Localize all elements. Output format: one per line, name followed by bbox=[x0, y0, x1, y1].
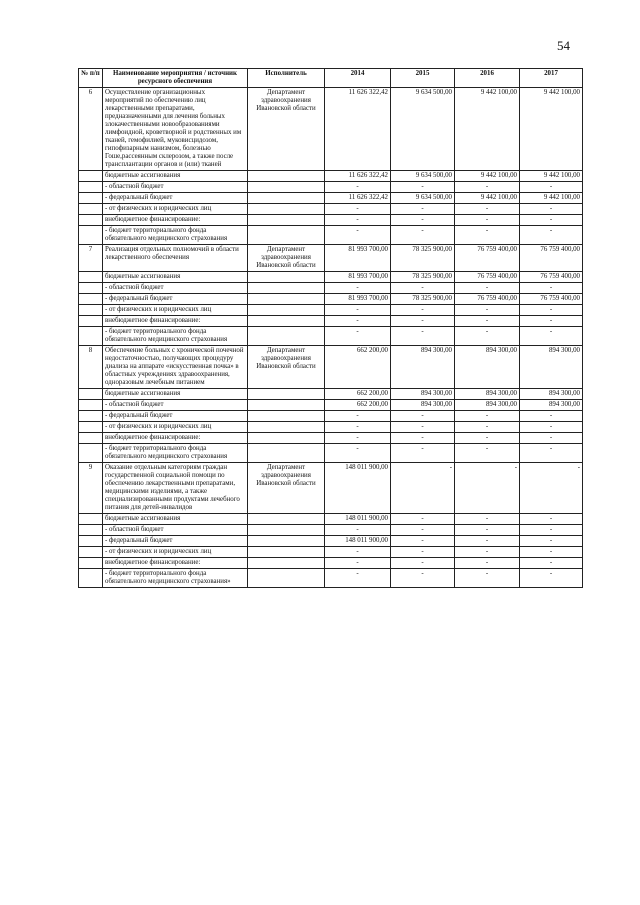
row-number-empty bbox=[79, 316, 103, 327]
source-value: - bbox=[325, 569, 391, 588]
source-value: - bbox=[455, 514, 520, 525]
source-value: 9 442 100,00 bbox=[520, 171, 583, 182]
source-value: - bbox=[325, 525, 391, 536]
source-value: - bbox=[325, 316, 391, 327]
source-label: - федеральный бюджет bbox=[103, 411, 248, 422]
executor-empty bbox=[248, 272, 325, 283]
row-number-empty bbox=[79, 433, 103, 444]
executor-empty bbox=[248, 316, 325, 327]
executor-empty bbox=[248, 525, 325, 536]
source-value: - bbox=[520, 536, 583, 547]
source-value: - bbox=[455, 316, 520, 327]
year-value: 894 300,00 bbox=[520, 346, 583, 389]
source-value: - bbox=[520, 226, 583, 245]
executor-empty bbox=[248, 204, 325, 215]
source-label: - бюджет территориального фонда обязательного медицинского страхования bbox=[103, 444, 248, 463]
year-value: 81 993 700,00 bbox=[325, 245, 391, 272]
row-number-empty bbox=[79, 193, 103, 204]
source-value: 11 626 322,42 bbox=[325, 193, 391, 204]
row-number-empty bbox=[79, 422, 103, 433]
measure-name: Оказание отдельным категориям граждан государственной социальной помощи по обеспечению лекарственными препаратами, медицинскими изделиями, а также специализированными продуктами лечебного питания для детей-инвалидов bbox=[103, 463, 248, 514]
measure-name: Осуществление организационных мероприятий по обеспечению лиц лекарственными препаратами, предназначенными для лечения больных злокачественными новообразованиями лимфоидной, кроветворной и родственных им тканей, гемофилией, муковисцидозом, гипофизарным нанизмом, болезнью Гоше,рассеянным склерозом, а также после трансплантации органов и (или) тканей bbox=[103, 88, 248, 171]
source-value: 78 325 900,00 bbox=[391, 272, 455, 283]
source-value: - bbox=[455, 283, 520, 294]
header-name: Наименование мероприятия / источник ресурсного обеспечения bbox=[103, 69, 248, 88]
year-value: - bbox=[455, 463, 520, 514]
source-value: - bbox=[455, 182, 520, 193]
source-row bbox=[79, 433, 583, 444]
header-year: 2016 bbox=[455, 69, 520, 88]
source-value: 76 759 400,00 bbox=[455, 294, 520, 305]
source-value: - bbox=[455, 444, 520, 463]
executor-empty bbox=[248, 294, 325, 305]
source-row bbox=[79, 193, 583, 204]
source-value: 148 011 900,00 bbox=[325, 514, 391, 525]
executor-empty bbox=[248, 536, 325, 547]
source-value: - bbox=[391, 182, 455, 193]
source-value: - bbox=[520, 514, 583, 525]
source-value: - bbox=[325, 204, 391, 215]
year-value: 9 442 100,00 bbox=[520, 88, 583, 171]
source-value: 894 300,00 bbox=[520, 400, 583, 411]
source-value: - bbox=[455, 215, 520, 226]
source-value: 9 442 100,00 bbox=[520, 193, 583, 204]
source-value: - bbox=[455, 204, 520, 215]
source-value: 894 300,00 bbox=[391, 400, 455, 411]
source-value: 148 011 900,00 bbox=[325, 536, 391, 547]
source-row bbox=[79, 204, 583, 215]
source-value: - bbox=[520, 422, 583, 433]
source-value: - bbox=[325, 215, 391, 226]
executor: Департамент здравоохранения Ивановской области bbox=[248, 346, 325, 389]
executor-empty bbox=[248, 411, 325, 422]
executor-empty bbox=[248, 547, 325, 558]
source-value: - bbox=[391, 547, 455, 558]
executor: Департамент здравоохранения Ивановской области bbox=[248, 463, 325, 514]
source-label: - от физических и юридических лиц bbox=[103, 204, 248, 215]
source-row bbox=[79, 422, 583, 433]
source-row bbox=[79, 514, 583, 525]
source-value: - bbox=[391, 433, 455, 444]
source-row bbox=[79, 215, 583, 226]
source-value: - bbox=[391, 569, 455, 588]
source-row bbox=[79, 444, 583, 463]
year-value: 9 442 100,00 bbox=[455, 88, 520, 171]
source-value: - bbox=[520, 525, 583, 536]
source-row bbox=[79, 525, 583, 536]
source-label: бюджетные ассигнования bbox=[103, 171, 248, 182]
source-label: - от физических и юридических лиц bbox=[103, 305, 248, 316]
year-value: 76 759 400,00 bbox=[455, 245, 520, 272]
source-row bbox=[79, 171, 583, 182]
executor-empty bbox=[248, 305, 325, 316]
source-value: - bbox=[520, 215, 583, 226]
source-value: - bbox=[520, 204, 583, 215]
source-value: - bbox=[520, 547, 583, 558]
source-value: 78 325 900,00 bbox=[391, 294, 455, 305]
row-number-empty bbox=[79, 305, 103, 316]
source-value: 662 200,00 bbox=[325, 389, 391, 400]
executor-empty bbox=[248, 171, 325, 182]
source-value: - bbox=[391, 444, 455, 463]
measure-row bbox=[79, 245, 583, 272]
source-value: 9 442 100,00 bbox=[455, 171, 520, 182]
measure-name: Обеспечение больных с хронической почечной недостаточностью, получающих процедуру диализа на аппарате «искусственная почка» в областных учреждениях здравоохранения, одноразовым лечебным питанием bbox=[103, 346, 248, 389]
source-value: 11 626 322,42 bbox=[325, 171, 391, 182]
source-value: - bbox=[455, 305, 520, 316]
source-row bbox=[79, 411, 583, 422]
source-value: - bbox=[391, 422, 455, 433]
source-value: - bbox=[325, 558, 391, 569]
source-value: - bbox=[520, 316, 583, 327]
source-value: - bbox=[520, 327, 583, 346]
year-value: 9 634 500,00 bbox=[391, 88, 455, 171]
source-value: 894 300,00 bbox=[520, 389, 583, 400]
source-row bbox=[79, 182, 583, 193]
executor-empty bbox=[248, 283, 325, 294]
source-value: - bbox=[455, 569, 520, 588]
source-value: 76 759 400,00 bbox=[520, 294, 583, 305]
row-number-empty bbox=[79, 444, 103, 463]
source-value: - bbox=[520, 283, 583, 294]
source-value: 76 759 400,00 bbox=[455, 272, 520, 283]
executor-empty bbox=[248, 400, 325, 411]
source-label: - областной бюджет bbox=[103, 283, 248, 294]
executor-empty bbox=[248, 182, 325, 193]
source-value: - bbox=[325, 283, 391, 294]
source-value: - bbox=[520, 182, 583, 193]
source-label: внебюджетное финансирование: bbox=[103, 215, 248, 226]
source-label: - бюджет территориального фонда обязательного медицинского страхования bbox=[103, 327, 248, 346]
header-row bbox=[79, 69, 583, 88]
row-number-empty bbox=[79, 525, 103, 536]
row-number-empty bbox=[79, 536, 103, 547]
source-value: - bbox=[325, 182, 391, 193]
executor-empty bbox=[248, 433, 325, 444]
source-value: - bbox=[391, 558, 455, 569]
source-label: внебюджетное финансирование: bbox=[103, 316, 248, 327]
page-number: 54 bbox=[557, 38, 570, 53]
row-number-empty bbox=[79, 283, 103, 294]
source-row bbox=[79, 305, 583, 316]
row-number-empty bbox=[79, 272, 103, 283]
source-value: - bbox=[455, 422, 520, 433]
source-value: - bbox=[325, 226, 391, 245]
source-label: - от физических и юридических лиц bbox=[103, 422, 248, 433]
measure-row bbox=[79, 88, 583, 171]
row-number-empty bbox=[79, 226, 103, 245]
row-number: 7 bbox=[79, 245, 103, 272]
source-row bbox=[79, 547, 583, 558]
measure-row bbox=[79, 463, 583, 514]
row-number-empty bbox=[79, 411, 103, 422]
measure-row bbox=[79, 346, 583, 389]
row-number-empty bbox=[79, 327, 103, 346]
executor-empty bbox=[248, 558, 325, 569]
source-row bbox=[79, 283, 583, 294]
source-value: - bbox=[520, 411, 583, 422]
source-value: - bbox=[391, 411, 455, 422]
header-num: № п/п bbox=[79, 69, 103, 88]
resource-table bbox=[78, 68, 583, 588]
source-value: - bbox=[391, 327, 455, 346]
year-value: 78 325 900,00 bbox=[391, 245, 455, 272]
executor-empty bbox=[248, 389, 325, 400]
source-value: 81 993 700,00 bbox=[325, 294, 391, 305]
source-label: - областной бюджет bbox=[103, 400, 248, 411]
executor-empty bbox=[248, 422, 325, 433]
source-value: 894 300,00 bbox=[391, 389, 455, 400]
row-number: 9 bbox=[79, 463, 103, 514]
source-value: 662 200,00 bbox=[325, 400, 391, 411]
source-value: 894 300,00 bbox=[455, 400, 520, 411]
source-value: 894 300,00 bbox=[455, 389, 520, 400]
year-value: 894 300,00 bbox=[391, 346, 455, 389]
source-value: - bbox=[455, 536, 520, 547]
source-value: - bbox=[325, 444, 391, 463]
year-value: 894 300,00 bbox=[455, 346, 520, 389]
source-row bbox=[79, 226, 583, 245]
source-value: 9 634 500,00 bbox=[391, 171, 455, 182]
executor-empty bbox=[248, 226, 325, 245]
source-row bbox=[79, 536, 583, 547]
source-value: - bbox=[391, 316, 455, 327]
source-value: - bbox=[455, 547, 520, 558]
header-executor: Исполнитель bbox=[248, 69, 325, 88]
source-value: - bbox=[455, 411, 520, 422]
executor-empty bbox=[248, 514, 325, 525]
source-value: - bbox=[455, 433, 520, 444]
executor-empty bbox=[248, 444, 325, 463]
executor: Департамент здравоохранения Ивановской области bbox=[248, 88, 325, 171]
row-number-empty bbox=[79, 547, 103, 558]
year-value: - bbox=[391, 463, 455, 514]
source-value: - bbox=[391, 525, 455, 536]
source-value: - bbox=[455, 226, 520, 245]
source-row bbox=[79, 569, 583, 588]
executor-empty bbox=[248, 215, 325, 226]
year-value: 662 200,00 bbox=[325, 346, 391, 389]
header-year: 2014 bbox=[325, 69, 391, 88]
source-value: - bbox=[391, 204, 455, 215]
source-label: бюджетные ассигнования bbox=[103, 272, 248, 283]
row-number-empty bbox=[79, 514, 103, 525]
source-row bbox=[79, 316, 583, 327]
source-value: - bbox=[520, 433, 583, 444]
source-value: - bbox=[455, 327, 520, 346]
executor-empty bbox=[248, 193, 325, 204]
source-label: - федеральный бюджет bbox=[103, 536, 248, 547]
source-row bbox=[79, 327, 583, 346]
row-number-empty bbox=[79, 558, 103, 569]
source-value: - bbox=[325, 547, 391, 558]
source-value: - bbox=[520, 569, 583, 588]
row-number-empty bbox=[79, 389, 103, 400]
source-row bbox=[79, 400, 583, 411]
row-number-empty bbox=[79, 569, 103, 588]
source-label: - бюджет территориального фонда обязательного медицинского страхования» bbox=[103, 569, 248, 588]
executor-empty bbox=[248, 569, 325, 588]
source-label: - от физических и юридических лиц bbox=[103, 547, 248, 558]
row-number-empty bbox=[79, 215, 103, 226]
source-value: - bbox=[391, 536, 455, 547]
source-label: - бюджет территориального фонда обязательного медицинского страхования bbox=[103, 226, 248, 245]
year-value: - bbox=[520, 463, 583, 514]
source-value: - bbox=[391, 305, 455, 316]
source-value: - bbox=[520, 305, 583, 316]
source-value: - bbox=[455, 558, 520, 569]
source-value: - bbox=[325, 411, 391, 422]
source-value: - bbox=[455, 525, 520, 536]
source-value: - bbox=[325, 327, 391, 346]
row-number-empty bbox=[79, 294, 103, 305]
row-number-empty bbox=[79, 204, 103, 215]
source-value: - bbox=[391, 215, 455, 226]
source-label: - областной бюджет bbox=[103, 525, 248, 536]
year-value: 148 011 900,00 bbox=[325, 463, 391, 514]
row-number: 6 bbox=[79, 88, 103, 171]
source-value: 9 634 500,00 bbox=[391, 193, 455, 204]
year-value: 11 626 322,42 bbox=[325, 88, 391, 171]
source-row bbox=[79, 294, 583, 305]
source-value: - bbox=[325, 433, 391, 444]
source-row bbox=[79, 389, 583, 400]
header-year: 2017 bbox=[520, 69, 583, 88]
source-value: - bbox=[520, 444, 583, 463]
source-value: - bbox=[391, 283, 455, 294]
source-value: - bbox=[520, 558, 583, 569]
year-value: 76 759 400,00 bbox=[520, 245, 583, 272]
source-value: 81 993 700,00 bbox=[325, 272, 391, 283]
source-value: 9 442 100,00 bbox=[455, 193, 520, 204]
source-label: - областной бюджет bbox=[103, 182, 248, 193]
source-value: - bbox=[325, 305, 391, 316]
measure-name: Реализация отдельных полномочий в области лекарственного обеспечения bbox=[103, 245, 248, 272]
source-value: - bbox=[325, 422, 391, 433]
source-value: - bbox=[391, 226, 455, 245]
row-number-empty bbox=[79, 171, 103, 182]
source-value: - bbox=[391, 514, 455, 525]
source-label: внебюджетное финансирование: bbox=[103, 433, 248, 444]
source-label: - федеральный бюджет bbox=[103, 193, 248, 204]
source-label: внебюджетное финансирование: bbox=[103, 558, 248, 569]
row-number: 8 bbox=[79, 346, 103, 389]
source-row bbox=[79, 558, 583, 569]
source-value: 76 759 400,00 bbox=[520, 272, 583, 283]
row-number-empty bbox=[79, 182, 103, 193]
executor: Департамент здравоохранения Ивановской области bbox=[248, 245, 325, 272]
header-year: 2015 bbox=[391, 69, 455, 88]
source-label: бюджетные ассигнования bbox=[103, 514, 248, 525]
source-row bbox=[79, 272, 583, 283]
source-label: бюджетные ассигнования bbox=[103, 389, 248, 400]
source-label: - федеральный бюджет bbox=[103, 294, 248, 305]
row-number-empty bbox=[79, 400, 103, 411]
executor-empty bbox=[248, 327, 325, 346]
